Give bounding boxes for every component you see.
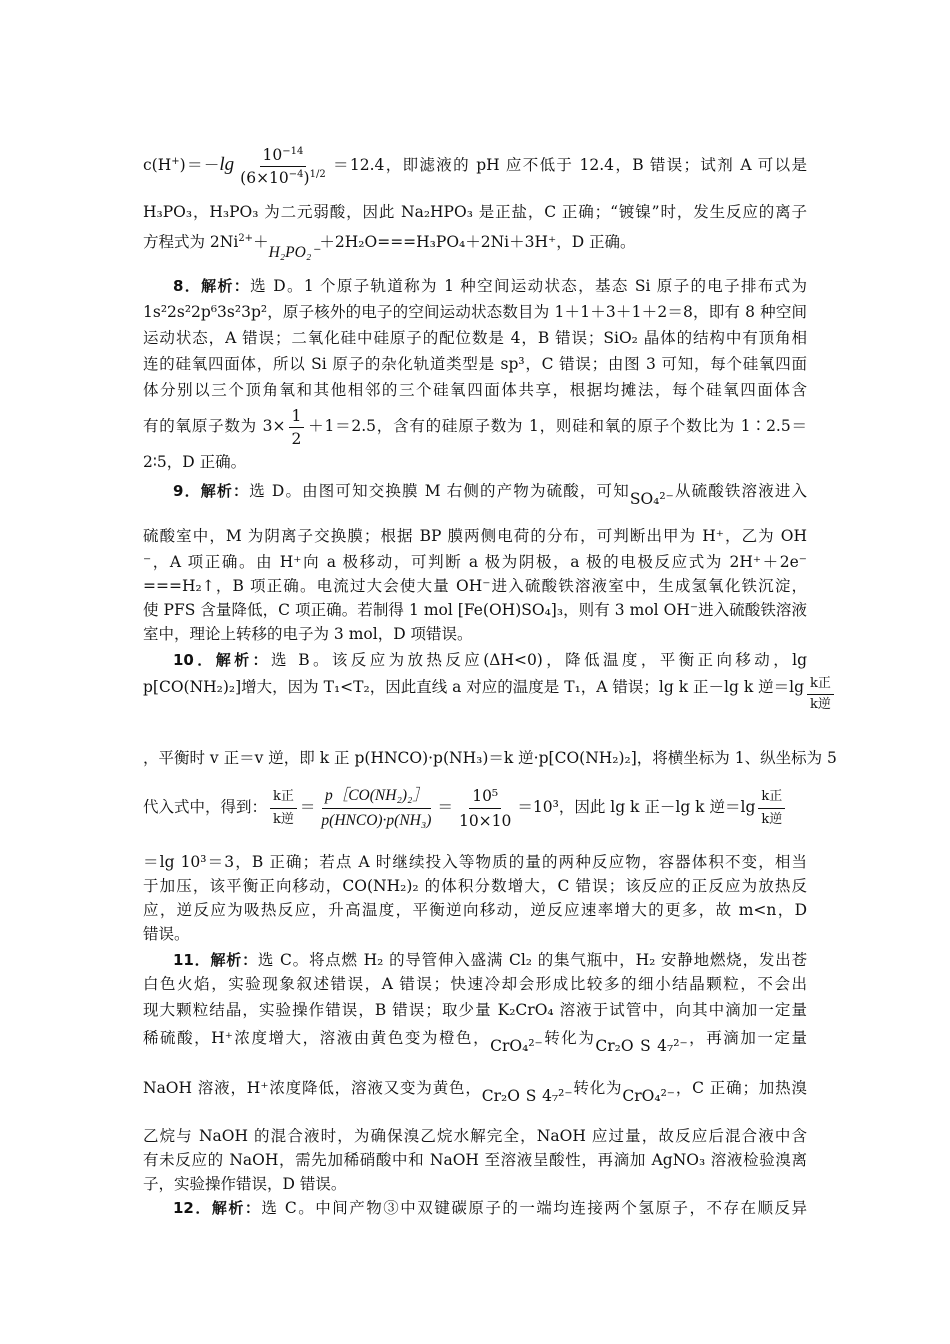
text: 选 C。中间产物③中双键碳原子的一端均连接两个氢原子，不存在顺反异	[261, 1199, 807, 1217]
text: ＝12.4，即滤液的 pH 应不低于 12.4，B 错误；试剂 A 可以是	[331, 156, 807, 174]
text: 转化为	[572, 1079, 623, 1097]
fraction-numerator: k正	[270, 788, 297, 809]
text: 选 B。该反应为放热反应(ΔH<0)，降低温度，平衡正向移动，lg	[270, 651, 807, 669]
answer-label: 9．解析：	[173, 482, 250, 500]
text: 有的氧原子数为 3×	[143, 417, 286, 435]
answer-12-line-1	[173, 1198, 807, 1218]
fraction-numerator	[260, 146, 307, 167]
fraction	[289, 407, 305, 448]
answer-7-line-2: H₃PO₃，H₃PO₃ 为二元弱酸，因此 Na₂HPO₃ 是正盐，C 正确；“镀镍”时，发生反应的离子	[143, 203, 807, 221]
text: c(H	[143, 156, 172, 174]
text: ，再滴加一定量	[687, 1029, 807, 1047]
text: (6×10	[240, 168, 289, 187]
fraction-denominator: p(HNCO)·p(NH₃)	[321, 811, 432, 829]
text: 2	[319, 168, 326, 180]
text: 选 D。由图可知交换膜 M 右侧的产物为硫酸，可知	[249, 482, 630, 500]
text: ＝10³，因此 lg k 正－lg k 逆＝lg	[517, 798, 756, 816]
answer-11-line-8: 子，实验操作错误，D 错误。	[143, 1175, 347, 1193]
answer-10-line-7: 应，逆反应为吸热反应，升高温度，平衡逆向移动，逆反应速率增大的更多，故 m<n，D	[143, 901, 807, 919]
answer-label: 12．解析：	[173, 1199, 262, 1217]
fraction	[270, 788, 297, 829]
answer-11-line-2: 白色火焰，实验现象叙述错误，A 错误；快速冷却会形成比较多的细小结晶颗粒，不会出	[143, 975, 807, 993]
answer-10-line-3: ，平衡时 v 正＝v 逆，即 k 正 p(HNCO)·p(NH₃)＝k 逆·p[CO(NH₂)₂]，将横坐标为 1、纵坐标为 5	[143, 749, 837, 767]
answer-9-line-4: ===H₂↑，B 项正确。电流过大会使大量 OH⁻进入硫酸铁溶液室中，生成氢氧化铁沉淀，	[143, 577, 807, 595]
text: 1	[309, 168, 316, 180]
answer-7-line-3	[143, 228, 807, 261]
fraction	[456, 786, 514, 831]
answer-9-line-2: 硫酸室中，M 为阴离子交换膜；根据 BP 膜两侧电荷的分布，可判断出甲为 H⁺，乙为 OH	[143, 527, 807, 545]
fraction-denominator: 2	[291, 429, 302, 448]
ion-formula: CrO₄²⁻	[622, 1087, 675, 1105]
text: 转化为	[542, 1029, 596, 1047]
fraction-denominator: $(6\times 10^{-4})^{1/2}$	[240, 168, 326, 187]
answer-label: 8．解析：	[173, 277, 251, 295]
text: 方程式为 2Ni	[143, 233, 239, 251]
text: 选 D。1 个原子轨道称为 1 种空间运动状态，基态 Si 原子的电子排布式为	[250, 277, 807, 295]
lg-symbol: lg	[219, 154, 235, 175]
answer-8-line-1	[173, 276, 807, 296]
fraction-denominator: k逆	[273, 811, 294, 827]
ion-formula: SO₄²⁻	[629, 490, 674, 508]
answer-11-line-5: NaOH 溶液，H⁺浓度降低，溶液又变为黄色，Cr₂O S 4₇²⁻转化为CrO₄²⁻，C 正确；加热溴	[143, 1079, 807, 1105]
text: ＋	[253, 233, 269, 251]
fraction	[237, 146, 329, 187]
answer-8-line-4: 连的硅氧四面体，所以 Si 原子的杂化轨道类型是 sp³，C 错误；由图 3 可知，每个硅氧四面	[143, 355, 807, 373]
text: 10	[262, 145, 283, 164]
answer-8-line-3: 运动状态，A 错误；二氧化硅中硅原子的配位数是 4，B 错误；SiO₂ 晶体的结构中有顶角相	[143, 329, 807, 347]
answer-9-line-3: ⁻，A 项正确。由 H⁺向 a 极移动，可判断 a 极为阴极，a 极的电极反应式为 2H⁺＋2e⁻	[143, 553, 807, 571]
answer-10-line-5: ＝lg 10³＝3，B 正确；若点 A 时继续投入等物质的量的两种反应物，容器体积不变，相当	[143, 853, 807, 871]
text: )	[303, 168, 310, 187]
answer-8-line-6	[143, 404, 807, 448]
sup: +	[171, 155, 180, 167]
fraction-denominator: k逆	[810, 697, 831, 712]
text: 稀硫酸，H⁺浓度增大，溶液由黄色变为橙色	[143, 1029, 474, 1047]
answer-11-line-6: 乙烷与 NaOH 的混合液时，为确保溴乙烷水解完全，NaOH 应过量，故反应后混合液中含	[143, 1127, 807, 1145]
sup: 2+	[238, 232, 254, 244]
answer-9-line-6: 室中，理论上转移的电子为 3 mol，D 项错误。	[143, 625, 473, 643]
answer-9-line-1	[173, 478, 807, 508]
answer-9-line-5: 使 PFS 含量降低，C 项正确。若制得 1 mol [Fe(OH)SO₄]₃，则有 3 mol OH⁻进入硫酸铁溶液	[143, 601, 807, 619]
answer-8-line-2: 1s²2s²2p⁶3s²3p²，原子核外的电子的空间运动状态数目为 1＋1＋3＋1＋2＝8，即有 8 种空间	[143, 303, 807, 321]
text: ，C 正确；加热溴	[675, 1079, 807, 1097]
answer-8-line-7: 2∶5，D 正确。	[143, 453, 247, 471]
fraction	[318, 786, 434, 831]
answer-7-line-1	[143, 140, 807, 190]
sup: −14	[282, 145, 304, 157]
text: 从硫酸铁溶液进入	[673, 482, 807, 500]
answer-10-line-4: 代入式中，得到： $\frac{\text{k正}}{\text{k逆}}$ ＝ $\frac{\text{p［CO(NH₂)₂］}}{\text{p(HNCO)·p(NH₃)}}$ ＝ $\frac{\text{10⁵}}{10\times 10}$ ＝10³，因此 lg k 正－lg k 逆＝lg $\frac{\text{k正}}{\text{k逆}}$	[143, 780, 807, 834]
fraction-numerator: k正	[807, 676, 834, 695]
text: ＋1＝2.5，含有的硅原子数为 1，则硅和氧的原子个数比为 1∶2.5＝	[307, 417, 807, 435]
fraction-denominator: 10×10	[458, 811, 512, 830]
ion-formula: CrO₄²⁻	[490, 1037, 543, 1055]
ion-formula: Cr₂O S 4₇²⁻	[595, 1037, 688, 1055]
answer-11-line-1	[173, 950, 807, 970]
ion-formula: Cr₂O S 4₇²⁻	[481, 1087, 573, 1105]
answer-11-line-7: 有未反应的 NaOH，需先加稀硝酸中和 NaOH 至溶液呈酸性，再滴加 AgNO₃ 溶液检验溴离	[143, 1151, 807, 1169]
text: 代入式中，得到：	[143, 798, 268, 816]
ion-formula: H₂PO₂⁻	[268, 244, 320, 261]
fraction-denominator: k逆	[761, 811, 783, 827]
sup: −4	[288, 168, 304, 180]
answer-label: 10．解析：	[173, 651, 271, 669]
answer-10-line-6: 于加压，该平衡正向移动，CO(NH₂)₂ 的体积分数增大，C 错误；该反应的正反应为放热反	[143, 877, 807, 895]
text: p[CO(NH₂)₂]增大，因为 T₁<T₂，因此直线 a 对应的温度是 T₁，A 错误；lg k 正－lg k 逆＝lg	[143, 678, 805, 696]
fraction-numerator: p［CO(NH₂)₂］	[322, 786, 431, 809]
answer-8-line-5: 体分别以三个顶角氧和其他相邻的三个硅氧四面体共享，根据均摊法，每个硅氧四面体含	[143, 381, 807, 399]
answer-10-line-8: 错误。	[143, 925, 190, 943]
answer-11-line-3: 现大颗粒结晶，实验操作错误，B 错误；取少量 K₂CrO₄ 溶液于试管中，向其中滴加一定量	[143, 1001, 807, 1019]
answer-10-line-1	[173, 650, 807, 670]
answer-label: 11．解析：	[173, 951, 258, 969]
text: NaOH 溶液，H⁺浓度降低，溶液又变为黄色	[143, 1079, 466, 1097]
fraction-numerator: k正	[758, 788, 785, 809]
text: 选 C。将点燃 H₂ 的导管伸入盛满 Cl₂ 的集气瓶中，H₂ 安静地燃烧，发出苍	[257, 951, 808, 969]
answer-10-line-2	[143, 676, 831, 726]
fraction-numerator: 1	[289, 407, 305, 428]
fraction	[807, 676, 834, 713]
text: ＋2H₂O===H₃PO₄＋2Ni＋3H⁺，D 正确。	[319, 233, 636, 251]
answer-11-line-4: 稀硫酸，H⁺浓度增大，溶液由黄色变为橙色，CrO₄²⁻转化为Cr₂O S 4₇²⁻，再滴加一定量	[143, 1029, 807, 1055]
fraction-numerator: 10⁵	[469, 786, 501, 809]
fraction	[758, 788, 785, 829]
text: )＝－	[179, 156, 220, 174]
